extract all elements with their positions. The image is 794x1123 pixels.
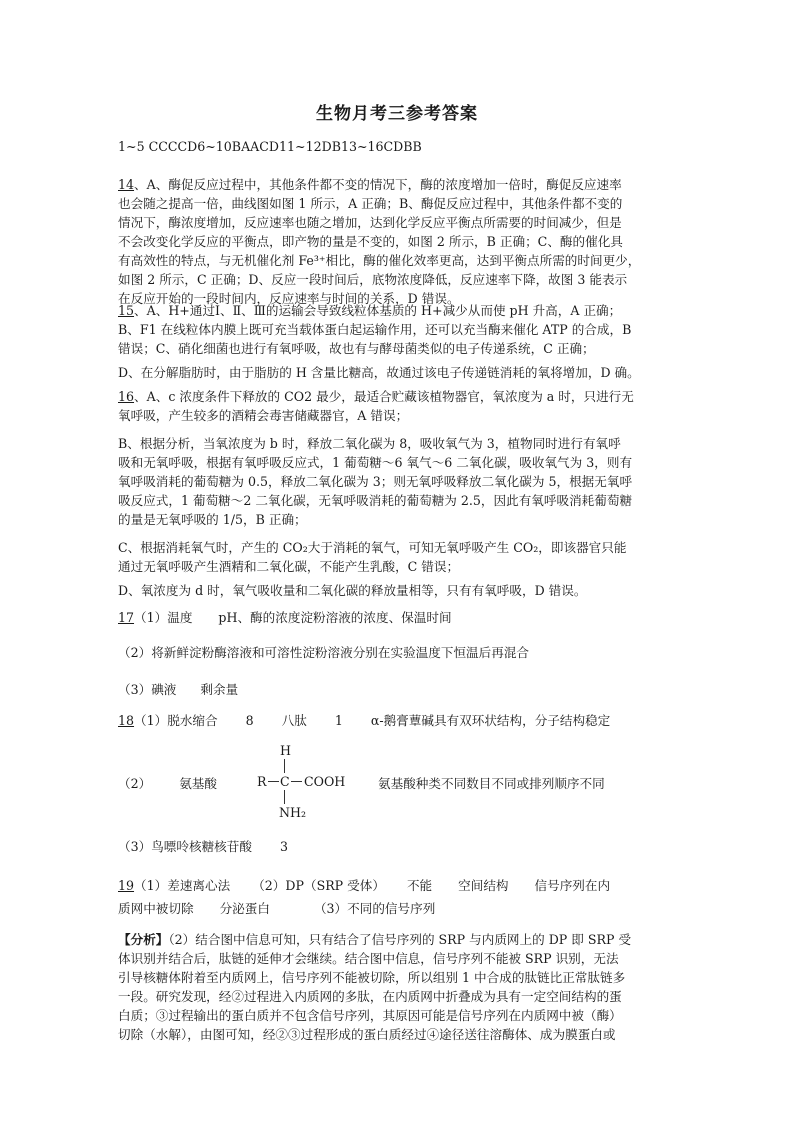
formula-c: C <box>280 774 290 789</box>
q15-line: 错误；C、硝化细菌也进行有氧呼吸，故也有与酵母菌类似的电子传递系统，C 正确； <box>118 341 595 356</box>
q14-line: 14、A、酶促反应过程中，其他条件都不变的情况下，酶的浓度增加一倍时，酶促反应速率 <box>118 177 622 192</box>
q18-part-2-answer: 氨基酸种类不同数目不同或排列顺序不同 <box>378 776 605 791</box>
q16-line: 氧呼吸，产生较多的酒精会毒害储藏器官，A 错误； <box>118 408 409 423</box>
q19-number: 19 <box>118 878 135 893</box>
formula-bond-up <box>284 759 285 773</box>
q16-option-b-line: 的量是无氧呼吸的 1/5，B 正确； <box>118 512 307 527</box>
formula-h: H <box>280 743 291 758</box>
q14-line: 如图 2 所示，C 正确；D、反应一段时间后，底物浓度降低，反应速率下降，故图 3 能表示 <box>118 272 628 287</box>
formula-r: R <box>257 774 267 789</box>
q14-number: 14 <box>118 177 135 192</box>
q17-part-3: （3）碘液 剩余量 <box>118 682 239 697</box>
q19-analysis-line: 白质；③过程输出的蛋白质并不包含信号序列，其原因可能是信号序列在内质网中被（酶） <box>118 1008 622 1023</box>
q14-line: 也会随之提高一倍，曲线图如图 1 所示，A 正确；B、酶促反应过程中，其他条件都不变的 <box>118 196 623 211</box>
page-title: 生物月考三参考答案 <box>316 104 478 124</box>
q14-line: 情况下，酶浓度增加，反应速率也随之增加，达到化学反应平衡点所需要的时间减少，但是 <box>118 215 622 230</box>
q19-analysis-line: 切除（水解），由图可知，经②③过程形成的蛋白质经过④途径送往溶酶体、成为膜蛋白或 <box>118 1027 616 1042</box>
formula-nh2: NH₂ <box>279 805 307 820</box>
q15-line: B、F1 在线粒体内膜上既可充当载体蛋白起运输作用，还可以充当酶来催化 ATP 的合成，B <box>118 322 632 337</box>
multiple-choice-answers: 1~5 CCCCD6~10BAACD11~12DB13~16CDBB <box>118 139 422 154</box>
q19-line-2: 质网中被切除 分泌蛋白 （3）不同的信号序列 <box>118 901 436 916</box>
q16-number: 16 <box>118 389 135 404</box>
q18-part-1: 18（1）脱水缩合 8 八肽 1 α-鹅膏蕈碱具有双环状结构，分子结构稳定 <box>118 713 611 728</box>
q16-option-b-line: 吸反应式，1 葡萄糖～2 二氧化碳，无氧呼吸消耗的葡萄糖为 2.5，因此有氧呼吸消耗葡萄糖 <box>118 493 633 508</box>
q17-part-2: （2）将新鲜淀粉酶溶液和可溶性淀粉溶液分别在实验温度下恒温后再混合 <box>118 645 530 660</box>
formula-cooh: COOH <box>304 774 346 789</box>
q19-line-1: 19（1）差速离心法 （2）DP（SRP 受体） 不能 空间结构 信号序列在内 <box>118 878 611 893</box>
q15-option-d: D、在分解脂肪时，由于脂肪的 H 含量比糖高，故通过该电子传递链消耗的氧将增加，D 确。 <box>118 365 640 380</box>
q16-option-b-line: 吸和无氧呼吸，根据有氧呼吸反应式，1 葡萄糖～6 氧气～6 二氧化碳，吸收氧气为 3，则有 <box>118 455 633 470</box>
q17-part-1: 17（1）温度 pH、酶的浓度淀粉溶液的浓度、保温时间 <box>118 610 452 625</box>
q14-line: 不会改变化学反应的平衡点，即产物的量是不变的，如图 2 所示，B 正确；C、酶的催化具 <box>118 234 623 249</box>
q17-number: 17 <box>118 610 135 625</box>
q19-analysis-line: 一段。研究发现，经②过程进入内质网的多肽，在内质网中折叠成为具有一定空间结构的蛋 <box>118 989 622 1004</box>
q18-part-2-label: （2） 氨基酸 <box>118 776 217 791</box>
q16-option-b-line: B、根据分析，当氧浓度为 b 时，释放二氧化碳为 8，吸收氧气为 3，植物同时进行有氧呼 <box>118 436 621 451</box>
formula-bond-left <box>268 781 279 782</box>
q18-number: 18 <box>118 713 135 728</box>
q19-analysis-line: 引导核糖体附着至内质网上，信号序列不能被切除，所以组别 1 中合成的肽链比正常肽链多 <box>118 970 626 985</box>
q18-part-3: （3）鸟嘌呤核糖核苷酸 3 <box>118 839 288 854</box>
q16-option-b-line: 氧呼吸消耗的葡萄糖为 0.5，释放二氧化碳为 3；则无氧呼吸释放二氧化碳为 5，根据无氧呼 <box>118 474 633 489</box>
q15-number: 15 <box>118 303 135 318</box>
q16-option-c-line: 通过无氧呼吸产生酒精和二氧化碳，不能产生乳酸，C 错误； <box>118 559 460 574</box>
analysis-label: 【分析】 <box>118 932 169 947</box>
q16-option-d: D、氧浓度为 d 时，氧气吸收量和二氧化碳的释放量相等，只有有氧呼吸，D 错误。 <box>118 583 587 598</box>
q15-line: 15、A、H+通过Ⅰ、Ⅱ、Ⅲ的运输会导致线粒体基质的 H+减少从而使 pH 升高，A 正确； <box>118 303 622 318</box>
q19-analysis-line: 【分析】（2）结合图中信息可知，只有结合了信号序列的 SRP 与内质网上的 DP 即 SRP 受 <box>118 932 632 947</box>
q16-line: 16、A、c 浓度条件下释放的 CO2 最少，最适合贮藏该植物器官，氧浓度为 a 时，只进行无 <box>118 389 634 404</box>
q19-analysis-line: 体识别并结合后，肽链的延伸才会继续。结合图中信息，信号序列不能被 SRP 识别，无法 <box>118 951 619 966</box>
q16-option-c-line: C、根据消耗氧气时，产生的 CO₂大于消耗的氧气，可知无氧呼吸产生 CO₂，即该器官只能 <box>118 540 627 555</box>
formula-bond-right <box>291 781 302 782</box>
q14-line: 有高效性的特点，与无机催化剂 Fe³⁺相比，酶的催化效率更高，达到平衡点所需的时间更少， <box>118 253 641 268</box>
formula-bond-down <box>284 790 285 804</box>
q14-line: 在反应开始的一段时间内，反应速率与时间的关系，D 错误。 <box>118 291 460 306</box>
